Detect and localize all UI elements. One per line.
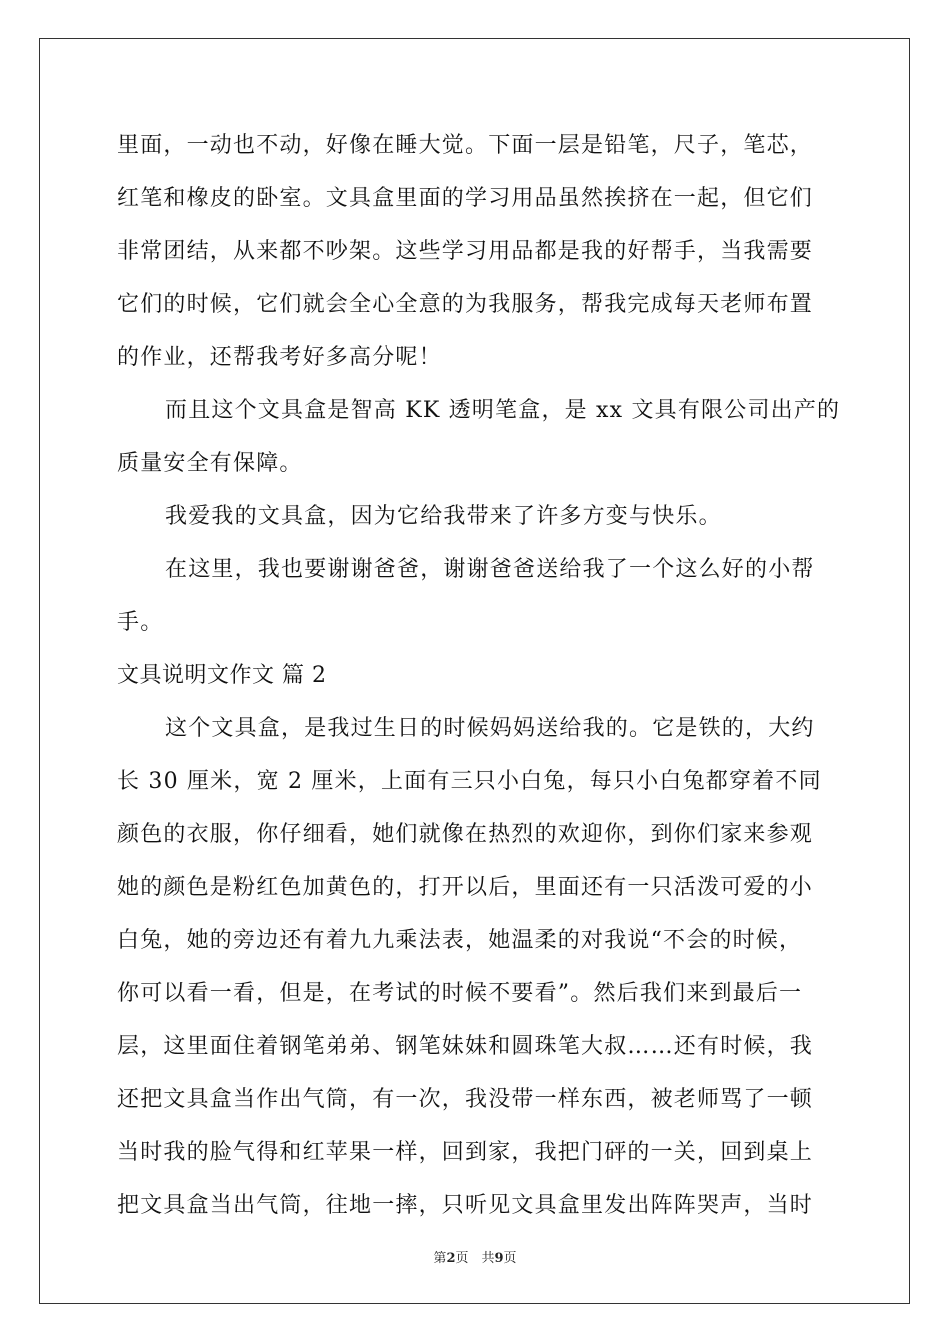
text-line: 你可以看一看，但是，在考试的时候不要看”。然后我们来到最后一 — [117, 981, 803, 1006]
footer-current-page: 2 — [446, 1251, 456, 1266]
text-line: 把文具盒当出气筒，往地一摔，只听见文具盒里发出阵阵哭声，当时 — [117, 1193, 814, 1218]
text-line: 质量安全有保障。 — [117, 451, 303, 476]
text-line: 这个文具盒，是我过生日的时候妈妈送给我的。它是铁的，大约 — [165, 716, 815, 741]
text-line: 在这里，我也要谢谢爸爸，谢谢爸爸送给我了一个这么好的小帮 — [165, 557, 815, 582]
text-line: 我爱我的文具盒，因为它给我带来了许多方变与快乐。 — [165, 504, 722, 529]
text-line: 的作业，还帮我考好多高分呢！ — [117, 345, 442, 370]
text-line: 层，这里面住着钢笔弟弟、钢笔妹妹和圆珠笔大叔……还有时候，我 — [117, 1034, 814, 1059]
footer-mid: 页 共 — [455, 1251, 495, 1266]
text-line: 白兔，她的旁边还有着九九乘法表，她温柔的对我说“不会的时候， — [117, 928, 803, 953]
text-line: 手。 — [117, 610, 164, 635]
text-line: 颜色的衣服，你仔细看，她们就像在热烈的欢迎你，到你们家来参观 — [117, 822, 814, 847]
text-line: 而且这个文具盒是智高 KK 透明笔盒，是 xx 文具有限公司出产的 — [165, 398, 841, 423]
footer-total-pages: 9 — [494, 1251, 504, 1266]
document-body — [117, 128, 841, 1241]
footer-suffix: 页 — [503, 1251, 517, 1266]
text-line: 长 30 厘米，宽 2 厘米，上面有三只小白兔，每只小白兔都穿着不同 — [117, 769, 822, 794]
text-line: 当时我的脸气得和红苹果一样，回到家，我把门砰的一关，回到桌上 — [117, 1140, 814, 1165]
text-line: 它们的时候，它们就会全心全意的为我服务，帮我完成每天老师布置 — [117, 292, 814, 317]
page-footer — [0, 1247, 950, 1266]
footer-prefix: 第 — [433, 1251, 447, 1266]
text-line: 非常团结，从来都不吵架。这些学习用品都是我的好帮手，当我需要 — [117, 239, 814, 264]
text-line: 她的颜色是粉红色加黄色的，打开以后，里面还有一只活泼可爱的小 — [117, 875, 814, 900]
text-line: 还把文具盒当作出气筒，有一次，我没带一样东西，被老师骂了一顿 — [117, 1087, 814, 1112]
text-line: 里面，一动也不动，好像在睡大觉。下面一层是铅笔，尺子，笔芯， — [117, 133, 814, 158]
section-heading: 文具说明文作文 篇 2 — [117, 663, 327, 688]
text-line: 红笔和橡皮的卧室。文具盒里面的学习用品虽然挨挤在一起，但它们 — [117, 186, 814, 211]
